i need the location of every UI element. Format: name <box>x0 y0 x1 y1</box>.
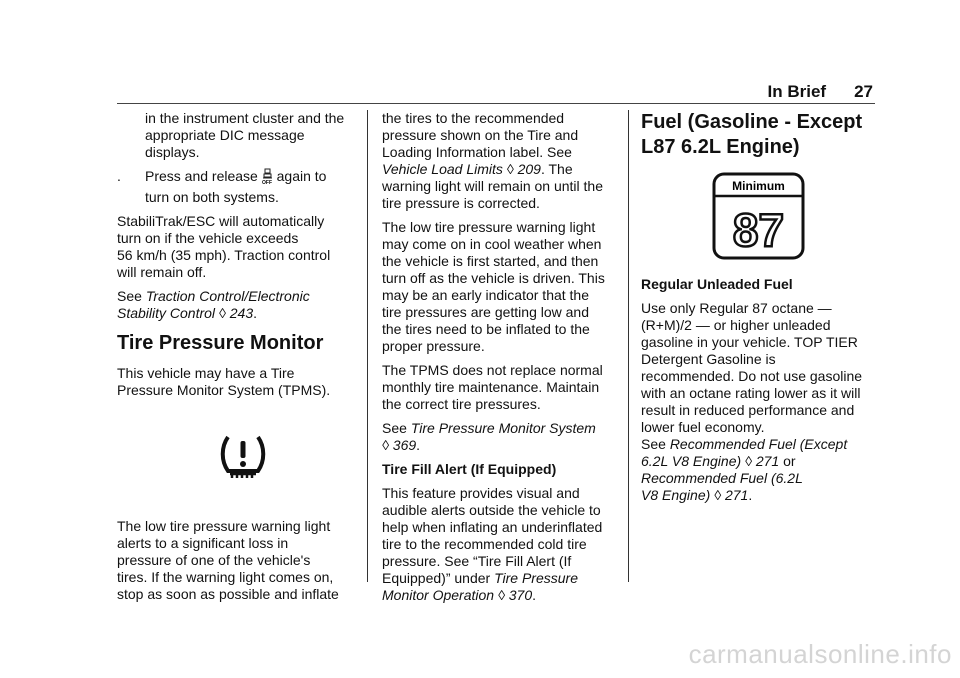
section-heading: Tire Pressure Monitor <box>117 332 324 354</box>
bullet-item <box>117 168 362 206</box>
text: . <box>748 487 753 503</box>
svg-text:OFF: OFF <box>261 180 272 185</box>
middle-column <box>382 110 622 611</box>
page-reference[interactable]: ◊ 243 <box>215 305 254 321</box>
text: Use only Regular 87 octane — (R+M)/2 — or higher unleaded gasoline in your vehicle. TOP TIER Detergent Gasoline is recommended. Do not use gasoline with an octane rating lower as it will result in reduced performance and lower fuel economy. See <box>641 300 863 452</box>
text: again to turn on both systems. <box>145 168 327 205</box>
paragraph: The low tire pressure warning light may come on in cool weather when the vehicle is first started, and then turn off as the vehicle is driven. This may be an early indicator that the tire pressures are getting low and the tires need to be inflated to the proper pressure. <box>382 219 605 354</box>
running-header <box>768 82 873 102</box>
text: . <box>253 305 257 321</box>
tpms-icon-area <box>117 406 362 518</box>
paragraph: This vehicle may have a Tire Pressure Monitor System (TPMS). <box>117 365 331 398</box>
subheading: Regular Unleaded Fuel <box>641 276 793 292</box>
page-reference[interactable]: ◊ 209 <box>502 161 541 177</box>
page-reference[interactable]: ◊ 271 <box>710 487 749 503</box>
text: the tires to the recommended pressure shown on the Tire and Loading Information label. See <box>382 110 579 160</box>
octane-number: 87 <box>732 204 785 256</box>
subheading: Tire Fill Alert (If Equipped) <box>382 461 557 477</box>
text: . <box>532 587 537 603</box>
text: See <box>382 420 411 436</box>
paragraph: StabiliTrak/ESC will automatically turn on if the vehicle exceeds 56 km/h (35 mph). Traction control will remain off. <box>117 213 331 280</box>
paragraph <box>382 110 622 212</box>
paragraph <box>382 485 622 604</box>
page-reference[interactable]: ◊ 369 <box>382 437 417 453</box>
cross-reference-link[interactable]: Recommended Fuel (Except 6.2L V8 Engine) <box>641 436 848 469</box>
text: or <box>783 453 796 469</box>
paragraph <box>641 300 876 504</box>
column-divider <box>628 110 629 582</box>
text: Press and release <box>145 168 262 184</box>
text: See <box>117 288 146 304</box>
watermark: carmanualsonline.info <box>688 639 952 669</box>
traction-control-off-icon <box>262 168 273 189</box>
text: . <box>416 437 421 453</box>
octane-badge-area <box>641 170 876 276</box>
cross-reference-link[interactable]: Recommended Fuel (6.2L V8 Engine) <box>641 470 803 503</box>
paragraph: in the instrument cluster and the appropriate DIC message displays. <box>145 110 345 160</box>
page-number: 27 <box>854 82 873 101</box>
minimum-octane-badge <box>712 172 805 260</box>
section-title: In Brief <box>767 82 827 101</box>
section-heading: Fuel (Gasoline - Except L87 6.2L Engine) <box>641 111 863 158</box>
cross-reference-link[interactable]: Traction Control/Electronic Stability Control <box>117 288 310 321</box>
paragraph: The TPMS does not replace normal monthly tire maintenance. Maintain the correct tire pressures. <box>382 362 603 412</box>
tire-pressure-warning-icon <box>219 433 267 481</box>
left-column <box>117 110 362 610</box>
header-rule <box>117 103 875 104</box>
page-reference[interactable]: ◊ 271 <box>741 453 780 469</box>
cross-reference-link[interactable]: Tire Pressure Monitor System <box>410 420 596 436</box>
paragraph <box>382 420 622 454</box>
bullet-dot: . <box>117 168 121 184</box>
column-divider <box>367 110 368 582</box>
cross-reference-link[interactable]: Tire Pressure Monitor Operation <box>382 570 578 603</box>
page-reference[interactable]: ◊ 370 <box>494 587 533 603</box>
badge-label: Minimum <box>732 179 785 193</box>
text: This feature provides visual and audible alerts outside the vehicle to help when inflating an underinflated tire to the recommended cold tire pressure. See “Tire Fill Alert (If Equipped)” under <box>382 485 603 586</box>
right-column <box>641 108 876 511</box>
cross-reference-link[interactable]: Vehicle Load Limits <box>382 161 503 177</box>
text: . The warning light will remain on until the tire pressure is corrected. <box>382 161 603 211</box>
paragraph: The low tire pressure warning light alerts to a significant loss in pressure of one of the vehicle's tires. If the warning light comes on, stop as soon as possible and inflate <box>117 518 339 602</box>
paragraph <box>117 288 362 322</box>
